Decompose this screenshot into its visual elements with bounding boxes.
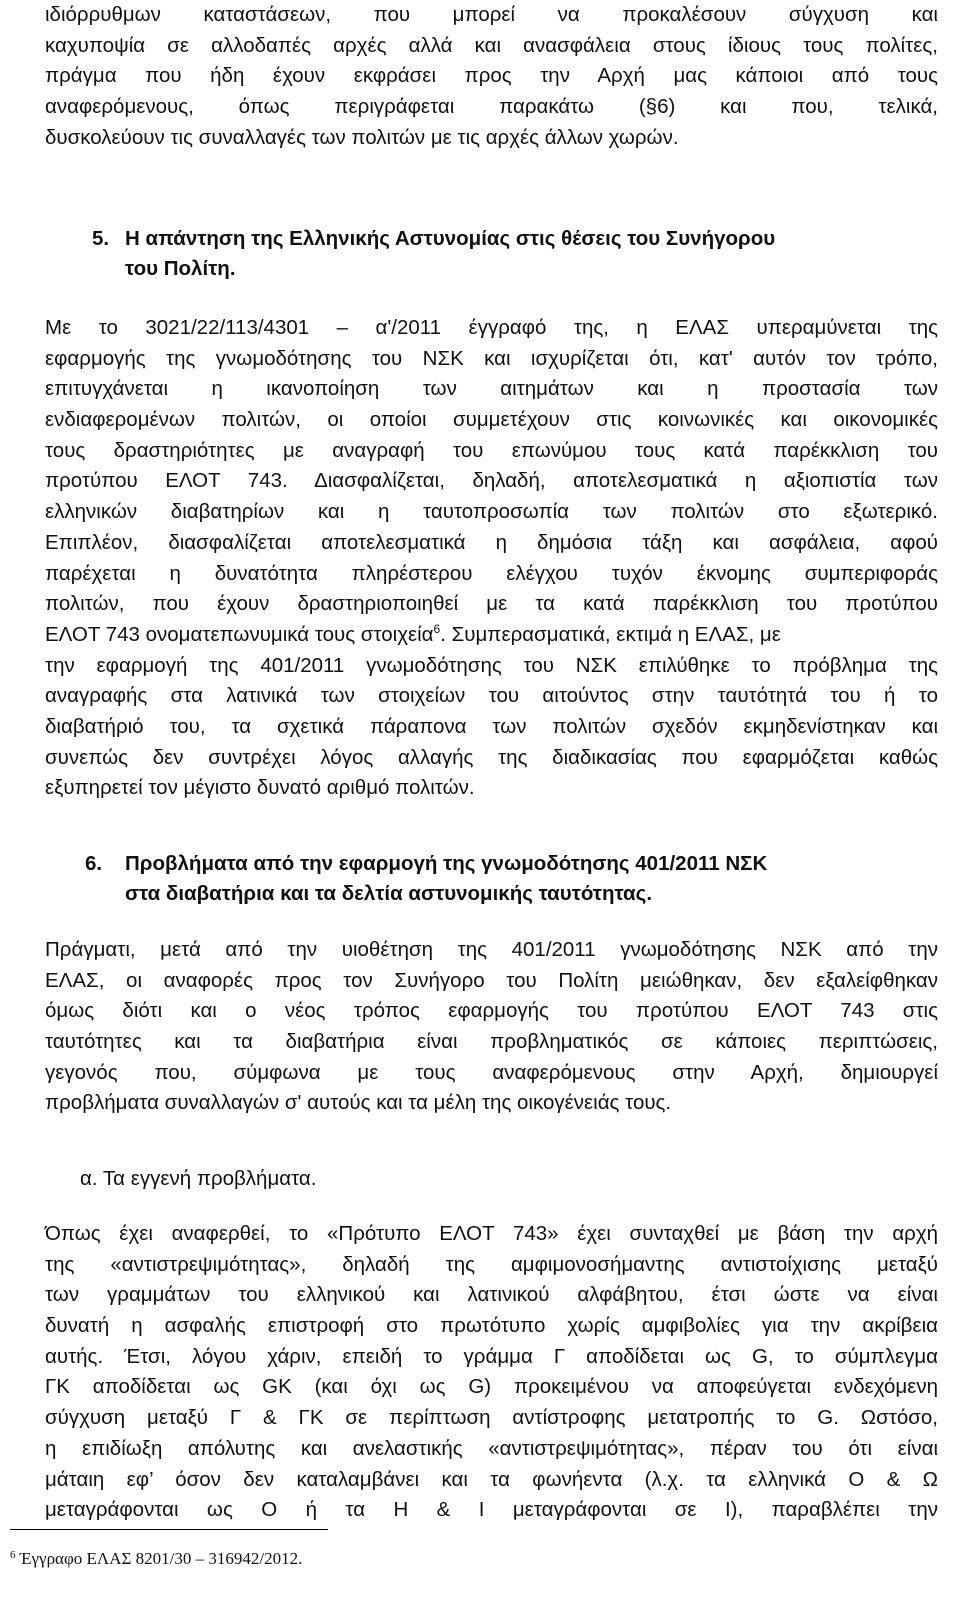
- text-line: προτύπου ΕΛΟΤ 743. Διασφαλίζεται, δηλαδή, αποτελεσματικά η αξιοπιστία των: [45, 469, 938, 493]
- section-number: 6.: [85, 852, 103, 875]
- text-line: γεγονός που, σύμφωνα με τους αναφερόμενους στην Αρχή, δημιουργεί: [45, 1060, 938, 1084]
- text-line: ΕΛΑΣ, οι αναφορές προς τον Συνήγορο του Πολίτη μειώθηκαν, δεν εξαλείφθηκαν: [45, 968, 938, 992]
- text-line: επιτυγχάνεται η ικανοποίηση των αιτημάτων και η προστασία των: [45, 377, 938, 401]
- text-segment: . Συμπερασματικά, εκτιμά η ΕΛΑΣ, με: [440, 622, 781, 646]
- intro-paragraph: [45, 0, 938, 153]
- section-number: 5.: [92, 227, 110, 250]
- text-line: ταυτότητες και τα διαβατήρια είναι προβληματικός σε κάποιες περιπτώσεις,: [45, 1030, 938, 1054]
- section-title-continued: στα διαβατήρια και τα δελτία αστυνομικής ταυτότητας.: [125, 882, 653, 905]
- text-line: εξυπηρετεί τον μέγιστο δυνατό αριθμό πολιτών.: [45, 776, 475, 800]
- text-line: ενδιαφερομένων πολιτών, οι οποίοι συμμετέχουν στις κοινωνικές και οικονομικές: [45, 408, 938, 432]
- section-title: Προβλήματα από την εφαρμογή της γνωμοδότησης 401/2011 ΝΣΚ: [125, 852, 768, 875]
- text-line: πολιτών, που έχουν δραστηριοποιηθεί με τα κατά παρέκκλιση του προτύπου: [45, 592, 938, 616]
- footnote-text: Έγγραφο ΕΛΑΣ 8201/30 – 316942/2012.: [19, 1549, 303, 1568]
- text-line: μεταγράφονται ως Ο ή τα Η & Ι μεταγράφονται σε Ι), παραβλέπει την: [45, 1498, 938, 1522]
- section-6-paragraph: [45, 935, 938, 1119]
- text-line: [45, 620, 938, 651]
- section-title-continued: του Πολίτη.: [125, 257, 236, 280]
- footnote-reference[interactable]: 6: [433, 621, 441, 636]
- text-line: πράγμα που ήδη έχουν εκφράσει προς την Αρχή μας κάποιοι από τους: [45, 64, 938, 88]
- text-line: μάταιη εφ’ όσον δεν καταλαμβάνει και τα φωνήεντα (λ.χ. τα ελληνικά Ο & Ω: [45, 1467, 938, 1491]
- text-line: τους δραστηριότητες με αναγραφή του επωνύμου τους κατά παρέκκλιση του: [45, 438, 938, 462]
- text-line: προβλήματα συναλλαγών σ' αυτούς και τα μέλη της οικογένειάς τους.: [45, 1091, 672, 1115]
- text-line: καχυποψία σε αλλοδαπές αρχές αλλά και ανασφάλεια στους ίδιους τους πολίτες,: [45, 33, 938, 57]
- subsection-a-paragraph: [45, 1219, 938, 1526]
- text-line: Επιπλέον, διασφαλίζεται αποτελεσματικά η δημόσια τάξη και ασφάλεια, αφού: [45, 530, 938, 554]
- text-line: της «αντιστρεψιμότητας», δηλαδή της αμφιμονοσήμαντης αντιστοίχισης μεταξύ: [45, 1252, 938, 1276]
- section-title: Η απάντηση της Ελληνικής Αστυνομίας στις θέσεις του Συνήγορου: [125, 227, 776, 250]
- section-5-heading: [92, 224, 940, 284]
- text-line: όμως διότι και ο νέος τρόπος εφαρμογής του προτύπου ΕΛΟΤ 743 στις: [45, 999, 938, 1023]
- text-line: Όπως έχει αναφερθεί, το «Πρότυπο ΕΛΟΤ 743» έχει συνταχθεί με βάση την αρχή: [45, 1222, 938, 1245]
- text-line: αναγραφής στα λατινικά των στοιχείων του αιτούντος στην ταυτότητά του ή το: [45, 684, 938, 708]
- footnote-number: 6: [10, 1549, 16, 1561]
- footnote: [10, 1548, 302, 1570]
- text-line: ελληνικών διαβατηρίων και η ταυτοπροσωπία των πολιτών στο εξωτερικό.: [45, 500, 938, 524]
- text-line: δυσκολεύουν τις συναλλαγές των πολιτών με τις αρχές άλλων χωρών.: [45, 125, 679, 149]
- section-6-heading: [85, 849, 940, 909]
- text-line: παρέχεται η δυνατότητα πληρέστερου ελέγχου τυχόν έκνομης συμπεριφοράς: [45, 561, 938, 585]
- text-line: Πράγματι, μετά από την υιοθέτηση της 401/2011 γνωμοδότησης ΝΣΚ από την: [45, 938, 938, 961]
- text-line: ιδιόρρυθμων καταστάσεων, που μπορεί να προκαλέσουν σύγχυση και: [45, 3, 938, 26]
- text-line: διαβατήριό του, τα σχετικά πάραπονα των πολιτών σχεδόν εκμηδενίστηκαν και: [45, 714, 938, 738]
- footnote-separator: [10, 1529, 328, 1530]
- text-line: των γραμμάτων του ελληνικού και λατινικού αλφάβητου, έτσι ώστε να είναι: [45, 1283, 938, 1307]
- text-line: την εφαρμογή της 401/2011 γνωμοδότησης του ΝΣΚ επιλύθηκε το πρόβλημα της: [45, 653, 938, 677]
- text-line: συνεπώς δεν συντρέχει λόγος αλλαγής της διαδικασίας που εφαρμόζεται καθώς: [45, 745, 938, 769]
- text-line: δυνατή η ασφαλής επιστροφή στο πρωτότυπο χωρίς αμφιβολίες για την ακρίβεια: [45, 1314, 938, 1338]
- text-line: ΓΚ αποδίδεται ως GK (και όχι ως G) προκειμένου να αποφεύγεται ενδεχόμενη: [45, 1375, 938, 1399]
- text-line: η επιδίωξη απόλυτης και ανελαστικής «αντιστρεψιμότητας», πέραν του ότι είναι: [45, 1436, 938, 1460]
- text-line: Με το 3021/22/113/4301 – α'/2011 έγγραφό της, η ΕΛΑΣ υπεραμύνεται της: [45, 316, 938, 339]
- text-line: σύγχυση μεταξύ Γ & ΓΚ σε περίπτωση αντίστροφης μετατροπής το G. Ωστόσο,: [45, 1406, 938, 1430]
- text-line: αυτής. Έτσι, λόγου χάριν, επειδή το γράμμα Γ αποδίδεται ως G, το σύμπλεγμα: [45, 1344, 938, 1368]
- section-5-paragraph: [45, 313, 938, 804]
- subsection-a-heading: α. Τα εγγενή προβλήματα.: [80, 1167, 317, 1190]
- text-line: αναφερόμενους, όπως περιγράφεται παρακάτω (§6) και που, τελικά,: [45, 95, 938, 119]
- text-line: εφαρμογής της γνωμοδότησης του ΝΣΚ και ισχυρίζεται ότι, κατ' αυτόν τον τρόπο,: [45, 346, 938, 370]
- text-segment: ΕΛΟΤ 743 ονοματεπωνυμικά τους στοιχεία: [45, 622, 434, 646]
